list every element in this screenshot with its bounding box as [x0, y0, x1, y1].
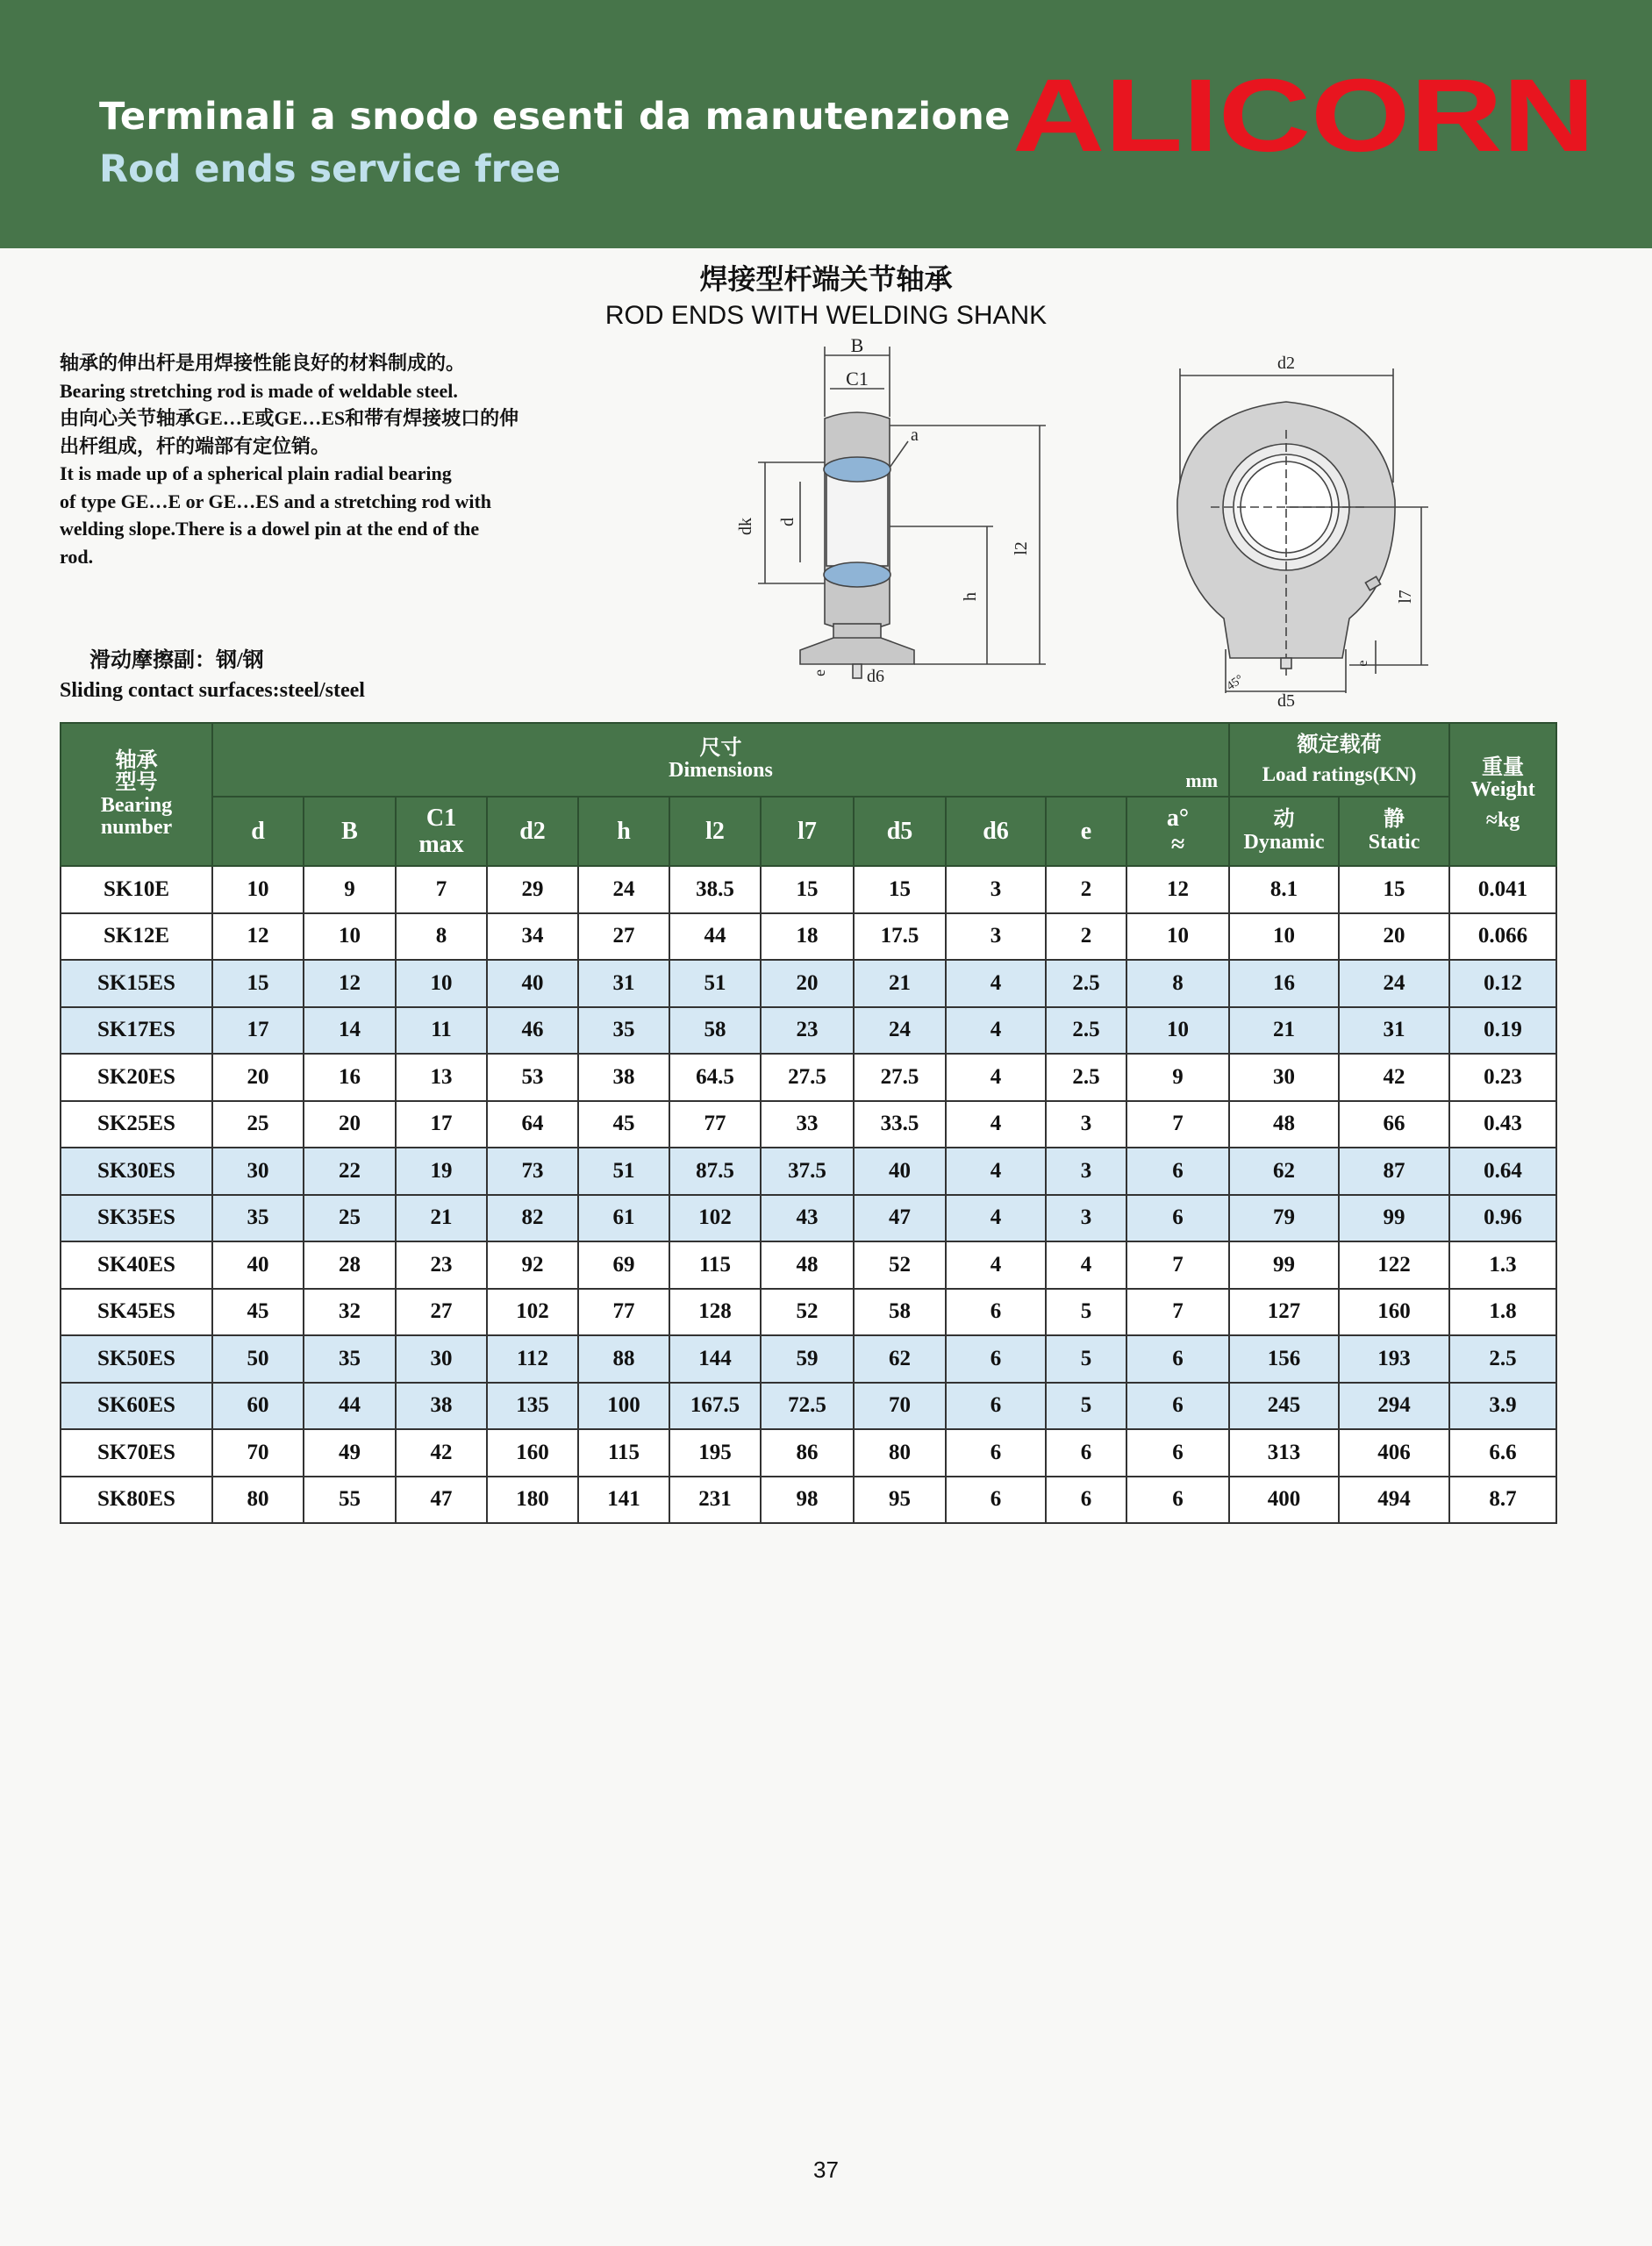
spec-table	[60, 722, 1557, 1524]
cell-w: 1.8	[1449, 1289, 1556, 1336]
desc-line: 轴承的伸出杆是用焊接性能良好的材料制成的。	[60, 352, 466, 374]
label-l2: l2	[1012, 541, 1031, 555]
label-e: e	[811, 669, 828, 676]
desc-line: Bearing stretching rod is made of weldable steel.	[60, 379, 458, 402]
table-row	[61, 1054, 1556, 1101]
table-row	[61, 866, 1556, 913]
cell-c1: 19	[396, 1148, 487, 1195]
desc-line: welding slope.There is a dowel pin at the end of the	[60, 518, 480, 540]
cell-d: 35	[212, 1195, 304, 1242]
label-angle: 45°	[1224, 672, 1247, 694]
th-d: d	[212, 797, 304, 866]
cell-a: 6	[1126, 1148, 1229, 1195]
cell-name: SK70ES	[61, 1429, 212, 1477]
cell-b: 25	[304, 1195, 396, 1242]
table-row	[61, 960, 1556, 1007]
cell-d2: 92	[487, 1241, 578, 1289]
cell-d: 60	[212, 1383, 304, 1430]
cell-d6: 6	[946, 1335, 1046, 1383]
cell-l7: 48	[761, 1241, 854, 1289]
cell-e: 3	[1046, 1195, 1126, 1242]
cell-d5: 27.5	[854, 1054, 946, 1101]
th-text: 静	[1384, 808, 1405, 832]
description-block	[60, 349, 621, 570]
cell-c1: 7	[396, 866, 487, 913]
cell-w: 0.64	[1449, 1148, 1556, 1195]
cell-name: SK15ES	[61, 960, 212, 1007]
cell-e: 2.5	[1046, 960, 1126, 1007]
th-text: C1	[426, 805, 457, 833]
th-e: e	[1046, 797, 1126, 866]
cell-w: 0.12	[1449, 960, 1556, 1007]
cell-c1: 30	[396, 1335, 487, 1383]
cell-name: SK40ES	[61, 1241, 212, 1289]
th-C1	[396, 797, 487, 866]
label-C1: C1	[846, 368, 869, 390]
cell-e: 4	[1046, 1241, 1126, 1289]
cell-dyn: 30	[1229, 1054, 1339, 1101]
cell-l7: 15	[761, 866, 854, 913]
cell-b: 32	[304, 1289, 396, 1336]
cell-d2: 112	[487, 1335, 578, 1383]
cell-name: SK10E	[61, 866, 212, 913]
cell-stat: 494	[1339, 1477, 1449, 1524]
cell-e: 2	[1046, 866, 1126, 913]
cell-a: 6	[1126, 1335, 1229, 1383]
cell-a: 6	[1126, 1195, 1229, 1242]
table-row	[61, 1241, 1556, 1289]
cell-a: 8	[1126, 960, 1229, 1007]
cell-dyn: 156	[1229, 1335, 1339, 1383]
label-d2: d2	[1277, 354, 1295, 373]
cell-stat: 66	[1339, 1101, 1449, 1148]
cell-a: 12	[1126, 866, 1229, 913]
cell-d6: 4	[946, 1054, 1046, 1101]
cell-d6: 4	[946, 1007, 1046, 1055]
cell-c1: 21	[396, 1195, 487, 1242]
cell-name: SK45ES	[61, 1289, 212, 1336]
cell-dyn: 400	[1229, 1477, 1339, 1524]
cell-c1: 38	[396, 1383, 487, 1430]
cell-h: 69	[578, 1241, 669, 1289]
cell-d2: 135	[487, 1383, 578, 1430]
cell-stat: 20	[1339, 913, 1449, 961]
table-row	[61, 1335, 1556, 1383]
cell-d: 12	[212, 913, 304, 961]
th-text: 动	[1273, 808, 1295, 832]
cell-d5: 95	[854, 1477, 946, 1524]
cell-e: 3	[1046, 1148, 1126, 1195]
cell-d5: 24	[854, 1007, 946, 1055]
cell-d2: 46	[487, 1007, 578, 1055]
cell-b: 44	[304, 1383, 396, 1430]
cell-l2: 144	[669, 1335, 761, 1383]
th-l7: l7	[761, 797, 854, 866]
cell-l7: 18	[761, 913, 854, 961]
cell-h: 100	[578, 1383, 669, 1430]
cell-l7: 27.5	[761, 1054, 854, 1101]
cell-stat: 15	[1339, 866, 1449, 913]
cell-stat: 122	[1339, 1241, 1449, 1289]
friction-info	[60, 646, 365, 705]
header-title-english: Rod ends service free	[99, 147, 561, 191]
cell-d: 80	[212, 1477, 304, 1524]
table-row	[61, 1383, 1556, 1430]
cell-dyn: 79	[1229, 1195, 1339, 1242]
cell-b: 10	[304, 913, 396, 961]
cell-b: 9	[304, 866, 396, 913]
cell-e: 3	[1046, 1101, 1126, 1148]
cell-w: 0.23	[1449, 1054, 1556, 1101]
cell-h: 24	[578, 866, 669, 913]
desc-line: of type GE…E or GE…ES and a stretching rod with	[60, 490, 492, 512]
cell-l7: 37.5	[761, 1148, 854, 1195]
th-text: 额定载荷	[1297, 733, 1382, 757]
front-view-drawing	[1158, 342, 1448, 711]
cell-h: 45	[578, 1101, 669, 1148]
cell-c1: 17	[396, 1101, 487, 1148]
cell-stat: 406	[1339, 1429, 1449, 1477]
cell-l2: 115	[669, 1241, 761, 1289]
cell-l7: 52	[761, 1289, 854, 1336]
cell-c1: 47	[396, 1477, 487, 1524]
cell-a: 10	[1126, 1007, 1229, 1055]
th-weight	[1449, 723, 1556, 866]
cell-e: 2.5	[1046, 1007, 1126, 1055]
cell-d: 45	[212, 1289, 304, 1336]
header-title-italian: Terminali a snodo esenti da manutenzione	[99, 95, 1011, 139]
cell-l2: 167.5	[669, 1383, 761, 1430]
cell-w: 3.9	[1449, 1383, 1556, 1430]
cell-d2: 40	[487, 960, 578, 1007]
cell-d2: 180	[487, 1477, 578, 1524]
cell-b: 35	[304, 1335, 396, 1383]
cell-h: 27	[578, 913, 669, 961]
page-number: 37	[813, 2157, 839, 2183]
cell-d: 20	[212, 1054, 304, 1101]
cell-d5: 62	[854, 1335, 946, 1383]
cell-h: 31	[578, 960, 669, 1007]
side-view-drawing	[719, 338, 1053, 702]
th-d6: d6	[946, 797, 1046, 866]
th-d2: d2	[487, 797, 578, 866]
cell-dyn: 21	[1229, 1007, 1339, 1055]
cell-w: 0.041	[1449, 866, 1556, 913]
table-row	[61, 1289, 1556, 1336]
table-row	[61, 1195, 1556, 1242]
cell-a: 6	[1126, 1429, 1229, 1477]
cell-w: 0.43	[1449, 1101, 1556, 1148]
label-d6: d6	[867, 667, 884, 686]
cell-d5: 33.5	[854, 1101, 946, 1148]
cell-l7: 43	[761, 1195, 854, 1242]
cell-d6: 3	[946, 866, 1046, 913]
cell-name: SK17ES	[61, 1007, 212, 1055]
cell-d6: 4	[946, 1148, 1046, 1195]
cell-l2: 231	[669, 1477, 761, 1524]
cell-d5: 17.5	[854, 913, 946, 961]
cell-dyn: 8.1	[1229, 866, 1339, 913]
cell-d: 30	[212, 1148, 304, 1195]
cell-stat: 294	[1339, 1383, 1449, 1430]
table-row	[61, 1148, 1556, 1195]
cell-name: SK30ES	[61, 1148, 212, 1195]
cell-dyn: 127	[1229, 1289, 1339, 1336]
cell-d: 10	[212, 866, 304, 913]
cell-h: 88	[578, 1335, 669, 1383]
cell-d2: 82	[487, 1195, 578, 1242]
cell-c1: 11	[396, 1007, 487, 1055]
cell-w: 0.19	[1449, 1007, 1556, 1055]
cell-d: 25	[212, 1101, 304, 1148]
cell-w: 0.066	[1449, 913, 1556, 961]
th-dimensions	[212, 723, 1229, 797]
label-l7: l7	[1396, 590, 1415, 604]
cell-h: 115	[578, 1429, 669, 1477]
cell-a: 6	[1126, 1383, 1229, 1430]
cell-dyn: 313	[1229, 1429, 1339, 1477]
cell-d6: 6	[946, 1477, 1046, 1524]
cell-d6: 6	[946, 1383, 1046, 1430]
cell-d2: 53	[487, 1054, 578, 1101]
cell-d: 17	[212, 1007, 304, 1055]
alicorn-logo	[1009, 63, 1598, 161]
cell-l7: 33	[761, 1101, 854, 1148]
cell-name: SK20ES	[61, 1054, 212, 1101]
th-text: 轴承	[115, 749, 158, 773]
label-d5: d5	[1277, 691, 1295, 711]
label-d: d	[778, 518, 797, 526]
cell-w: 1.3	[1449, 1241, 1556, 1289]
cell-d5: 40	[854, 1148, 946, 1195]
cell-l7: 20	[761, 960, 854, 1007]
cell-a: 9	[1126, 1054, 1229, 1101]
cell-d2: 73	[487, 1148, 578, 1195]
cell-l2: 102	[669, 1195, 761, 1242]
desc-line: 由向心关节轴承GE…E或GE…ES和带有焊接坡口的伸	[60, 407, 519, 429]
cell-name: SK60ES	[61, 1383, 212, 1430]
th-dynamic	[1229, 797, 1339, 866]
cell-d5: 52	[854, 1241, 946, 1289]
table-row	[61, 1429, 1556, 1477]
cell-a: 10	[1126, 913, 1229, 961]
cell-c1: 27	[396, 1289, 487, 1336]
cell-l7: 72.5	[761, 1383, 854, 1430]
cell-a: 7	[1126, 1289, 1229, 1336]
table-row	[61, 1101, 1556, 1148]
cell-dyn: 62	[1229, 1148, 1339, 1195]
cell-d: 40	[212, 1241, 304, 1289]
cell-d: 15	[212, 960, 304, 1007]
th-text: Weight	[1470, 777, 1535, 801]
cell-h: 141	[578, 1477, 669, 1524]
th-static	[1339, 797, 1449, 866]
cell-b: 20	[304, 1101, 396, 1148]
table-row	[61, 1477, 1556, 1524]
cell-d: 70	[212, 1429, 304, 1477]
label-dk: dk	[736, 518, 755, 535]
cell-d: 50	[212, 1335, 304, 1383]
th-bearing-number	[61, 723, 212, 866]
cell-d2: 160	[487, 1429, 578, 1477]
th-B: B	[304, 797, 396, 866]
cell-l2: 128	[669, 1289, 761, 1336]
cell-d5: 80	[854, 1429, 946, 1477]
cell-stat: 42	[1339, 1054, 1449, 1101]
cell-l7: 98	[761, 1477, 854, 1524]
cell-stat: 99	[1339, 1195, 1449, 1242]
th-text: 重量	[1482, 755, 1525, 779]
cell-l7: 59	[761, 1335, 854, 1383]
cell-h: 77	[578, 1289, 669, 1336]
cell-l2: 87.5	[669, 1148, 761, 1195]
th-text: max	[418, 830, 464, 858]
cell-c1: 13	[396, 1054, 487, 1101]
cell-h: 38	[578, 1054, 669, 1101]
cell-dyn: 16	[1229, 960, 1339, 1007]
cell-name: SK50ES	[61, 1335, 212, 1383]
label-e-front: e	[1355, 660, 1370, 667]
cell-h: 61	[578, 1195, 669, 1242]
cell-c1: 8	[396, 913, 487, 961]
cell-name: SK35ES	[61, 1195, 212, 1242]
cell-d2: 29	[487, 866, 578, 913]
cell-dyn: 10	[1229, 913, 1339, 961]
cell-d6: 6	[946, 1429, 1046, 1477]
cell-name: SK25ES	[61, 1101, 212, 1148]
cell-d2: 64	[487, 1101, 578, 1148]
cell-l2: 64.5	[669, 1054, 761, 1101]
cell-e: 5	[1046, 1383, 1126, 1430]
cell-d6: 4	[946, 960, 1046, 1007]
cell-d5: 58	[854, 1289, 946, 1336]
cell-e: 2	[1046, 913, 1126, 961]
cell-b: 14	[304, 1007, 396, 1055]
th-text: number	[100, 815, 173, 839]
friction-english: Sliding contact surfaces:steel/steel	[60, 679, 365, 702]
cell-l2: 195	[669, 1429, 761, 1477]
desc-line: rod.	[60, 545, 94, 568]
label-a: a	[911, 426, 919, 445]
th-text: Bearing	[100, 793, 173, 817]
cell-l2: 38.5	[669, 866, 761, 913]
cell-b: 55	[304, 1477, 396, 1524]
th-text: 型号	[115, 771, 158, 795]
cell-d6: 6	[946, 1289, 1046, 1336]
th-load-ratings	[1229, 723, 1449, 797]
cell-stat: 87	[1339, 1148, 1449, 1195]
cell-w: 8.7	[1449, 1477, 1556, 1524]
cell-stat: 160	[1339, 1289, 1449, 1336]
cell-b: 12	[304, 960, 396, 1007]
cell-stat: 31	[1339, 1007, 1449, 1055]
cell-h: 35	[578, 1007, 669, 1055]
cell-b: 28	[304, 1241, 396, 1289]
cell-b: 16	[304, 1054, 396, 1101]
cell-l7: 23	[761, 1007, 854, 1055]
friction-chinese: 滑动摩擦副：钢/钢	[89, 649, 264, 672]
cell-c1: 42	[396, 1429, 487, 1477]
cell-a: 7	[1126, 1101, 1229, 1148]
th-a	[1126, 797, 1229, 866]
cell-c1: 10	[396, 960, 487, 1007]
cell-stat: 193	[1339, 1335, 1449, 1383]
spec-table-body	[61, 866, 1556, 1523]
cell-d6: 4	[946, 1101, 1046, 1148]
cell-dyn: 245	[1229, 1383, 1339, 1430]
label-B: B	[850, 338, 864, 356]
th-unit: mm	[1185, 769, 1219, 791]
cell-name: SK80ES	[61, 1477, 212, 1524]
cell-w: 2.5	[1449, 1335, 1556, 1383]
th-text: Dynamic	[1243, 830, 1325, 854]
table-row	[61, 1007, 1556, 1055]
cell-dyn: 99	[1229, 1241, 1339, 1289]
cell-dyn: 48	[1229, 1101, 1339, 1148]
cell-d6: 3	[946, 913, 1046, 961]
cell-d5: 70	[854, 1383, 946, 1430]
cell-a: 7	[1126, 1241, 1229, 1289]
th-text: Load ratings(KN)	[1262, 762, 1417, 785]
section-title-english: ROD ENDS WITH WELDING SHANK	[604, 301, 1048, 330]
section-title-chinese: 焊接型杆端关节轴承	[699, 262, 953, 296]
cell-d5: 47	[854, 1195, 946, 1242]
cell-b: 22	[304, 1148, 396, 1195]
cell-e: 5	[1046, 1289, 1126, 1336]
header-banner	[0, 0, 1652, 248]
th-text: Dimensions	[669, 759, 773, 782]
cell-d2: 34	[487, 913, 578, 961]
cell-h: 51	[578, 1148, 669, 1195]
desc-line: 出杆组成，杆的端部有定位销。	[60, 434, 331, 457]
th-text: ≈kg	[1485, 809, 1520, 833]
cell-a: 6	[1126, 1477, 1229, 1524]
cell-name: SK12E	[61, 913, 212, 961]
table-row	[61, 913, 1556, 961]
cell-l7: 86	[761, 1429, 854, 1477]
cell-d6: 4	[946, 1241, 1046, 1289]
cell-l2: 51	[669, 960, 761, 1007]
cell-e: 6	[1046, 1477, 1126, 1524]
th-d5: d5	[854, 797, 946, 866]
cell-d5: 15	[854, 866, 946, 913]
th-text: a°	[1166, 805, 1190, 833]
cell-d6: 4	[946, 1195, 1046, 1242]
cell-e: 2.5	[1046, 1054, 1126, 1101]
th-text: Static	[1368, 830, 1420, 854]
th-text: ≈	[1170, 830, 1185, 858]
cell-e: 6	[1046, 1429, 1126, 1477]
cell-d2: 102	[487, 1289, 578, 1336]
logo-text: ALICORN	[1012, 63, 1595, 161]
cell-e: 5	[1046, 1335, 1126, 1383]
cell-d5: 21	[854, 960, 946, 1007]
desc-line: It is made up of a spherical plain radial bearing	[60, 462, 452, 484]
label-h: h	[961, 592, 980, 601]
cell-stat: 24	[1339, 960, 1449, 1007]
cell-b: 49	[304, 1429, 396, 1477]
cell-l2: 44	[669, 913, 761, 961]
cell-c1: 23	[396, 1241, 487, 1289]
th-h: h	[578, 797, 669, 866]
th-l2: l2	[669, 797, 761, 866]
th-text: 尺寸	[699, 736, 742, 760]
cell-w: 0.96	[1449, 1195, 1556, 1242]
cell-l2: 77	[669, 1101, 761, 1148]
cell-w: 6.6	[1449, 1429, 1556, 1477]
cell-l2: 58	[669, 1007, 761, 1055]
